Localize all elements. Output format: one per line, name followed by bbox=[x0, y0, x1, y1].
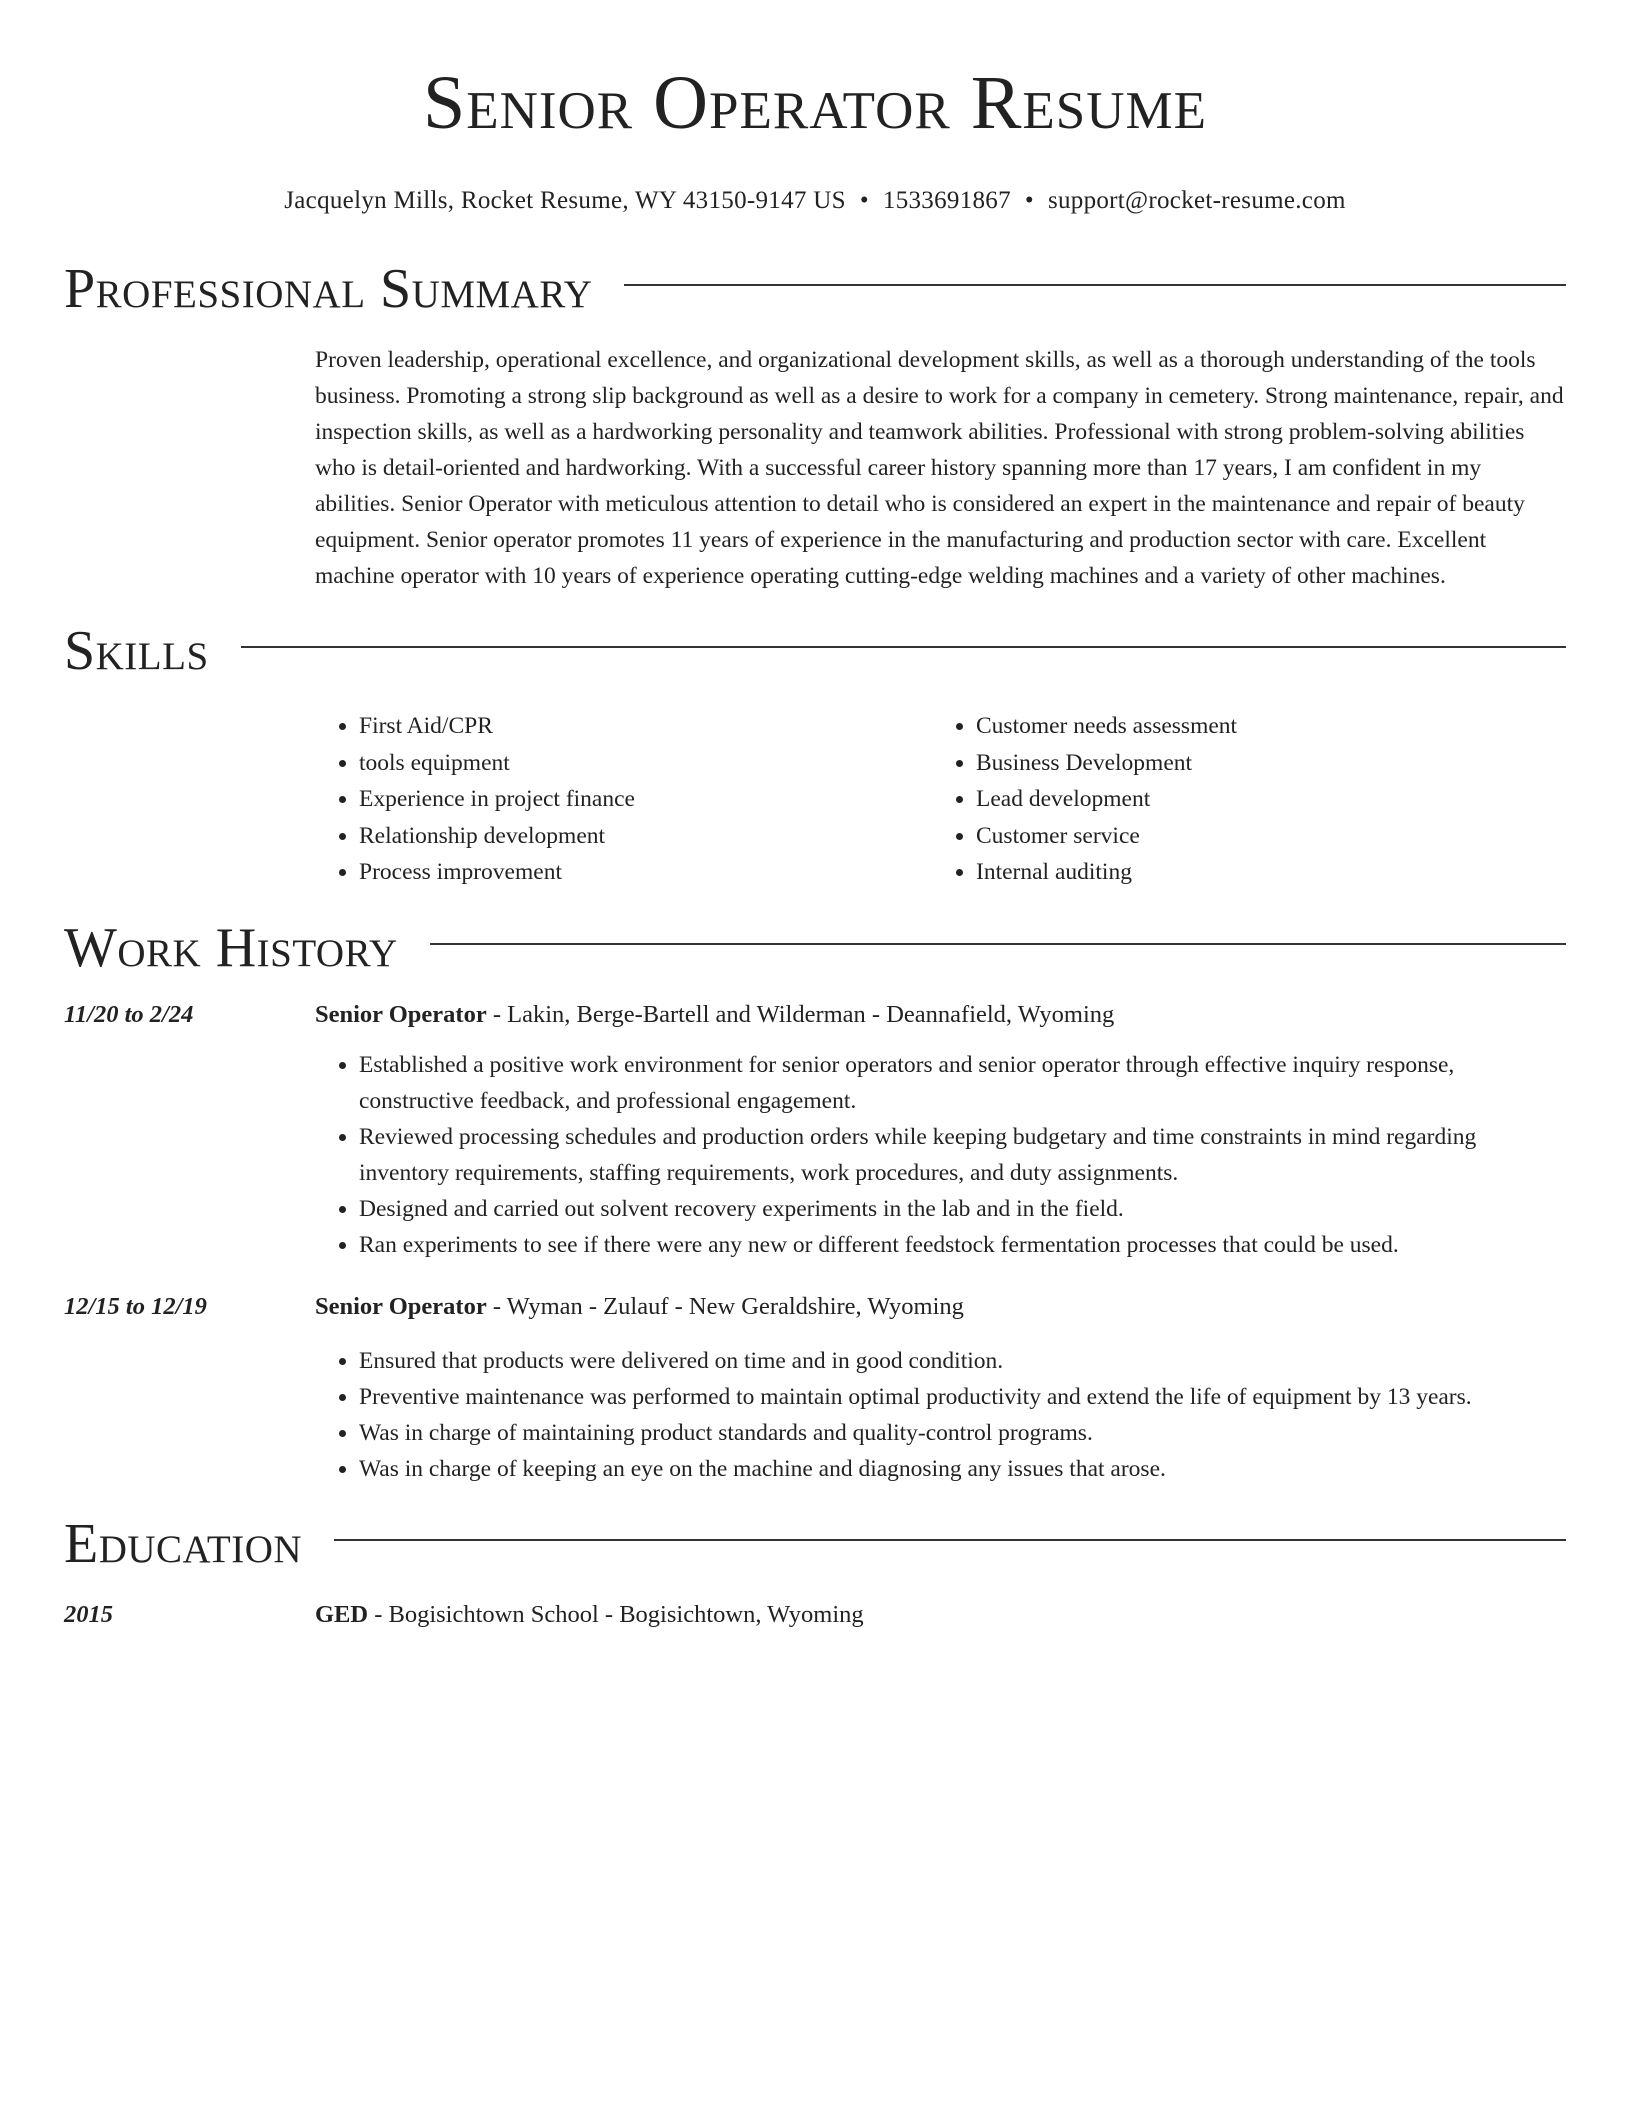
skill-item: • Relationship development bbox=[359, 818, 932, 855]
section-header bbox=[64, 917, 1566, 979]
job-bullet: • Reviewed processing schedules and production orders while keeping budgetary and time constraints in mind regarding inventory requirements, staffing requirements, work procedures, and duty assignments. bbox=[359, 1119, 1566, 1191]
education-line bbox=[315, 1597, 864, 1633]
skill-item: • Customer service bbox=[976, 818, 1549, 855]
job-title: Senior Operator bbox=[315, 1000, 487, 1028]
education-section bbox=[64, 1513, 1566, 1633]
job-employer: - Lakin, Berge-Bartell and Wilderman - Deannafield, Wyoming bbox=[486, 1000, 1115, 1028]
professional-summary-section bbox=[64, 258, 1566, 594]
section-heading: Work History bbox=[64, 916, 398, 979]
skill-item: • Internal auditing bbox=[976, 854, 1549, 891]
job-bullet: • Preventive maintenance was performed to maintain optimal productivity and extend the life of equipment by 13 years. bbox=[359, 1379, 1566, 1415]
section-divider bbox=[334, 1539, 1566, 1541]
job-header bbox=[64, 1289, 1566, 1325]
resume-title: Senior Operator Resume bbox=[422, 61, 1208, 145]
education-entry bbox=[64, 1597, 1566, 1633]
section-divider bbox=[241, 646, 1566, 648]
job-title-line bbox=[315, 1289, 964, 1325]
section-header bbox=[64, 258, 1566, 320]
education-degree: GED bbox=[315, 1600, 369, 1628]
skill-item: • Lead development bbox=[976, 781, 1549, 818]
job-bullets bbox=[315, 1047, 1566, 1263]
job-entry bbox=[64, 997, 1566, 1263]
section-heading: Education bbox=[64, 1512, 303, 1575]
job-title-line bbox=[315, 997, 1114, 1033]
job-bullet: • Was in charge of keeping an eye on the machine and diagnosing any issues that arose. bbox=[359, 1451, 1566, 1487]
skills-list bbox=[315, 708, 1566, 891]
skill-item: • First Aid/CPR bbox=[359, 708, 932, 745]
work-history-section bbox=[64, 917, 1566, 1487]
skill-item: • tools equipment bbox=[359, 745, 932, 782]
section-divider bbox=[430, 943, 1566, 945]
job-bullets bbox=[315, 1343, 1566, 1487]
section-header bbox=[64, 1513, 1566, 1575]
job-employer: - Wyman - Zulauf - New Geraldshire, Wyoming bbox=[486, 1292, 964, 1320]
job-bullet: • Was in charge of maintaining product standards and quality-control programs. bbox=[359, 1415, 1566, 1451]
contact-email: support@rocket-resume.com bbox=[1047, 187, 1346, 214]
skill-item: • Customer needs assessment bbox=[976, 708, 1549, 745]
job-dates: 11/20 to 2/24 bbox=[64, 1000, 194, 1028]
job-bullet: • Ensured that products were delivered on time and in good condition. bbox=[359, 1343, 1566, 1379]
contact-address: Jacquelyn Mills, Rocket Resume, WY 43150-9147 US bbox=[284, 187, 846, 214]
job-title: Senior Operator bbox=[315, 1292, 487, 1320]
section-divider bbox=[624, 284, 1566, 286]
contact-phone: 1533691867 bbox=[882, 187, 1011, 214]
skills-section bbox=[64, 620, 1566, 891]
skill-item: • Business Development bbox=[976, 745, 1549, 782]
contact-line bbox=[64, 186, 1566, 216]
section-heading: Professional Summary bbox=[64, 258, 593, 320]
section-heading: Skills bbox=[64, 620, 209, 682]
job-bullet: • Designed and carried out solvent recovery experiments in the lab and in the field. bbox=[359, 1191, 1566, 1227]
education-year: 2015 bbox=[64, 1600, 113, 1628]
education-header bbox=[64, 1597, 1566, 1633]
contact-separator: • bbox=[859, 187, 869, 214]
job-dates: 12/15 to 12/19 bbox=[64, 1292, 207, 1320]
contact-separator: • bbox=[1024, 187, 1034, 214]
job-entry bbox=[64, 1289, 1566, 1487]
section-header bbox=[64, 620, 1566, 682]
job-bullet: • Ran experiments to see if there were any new or different feedstock fermentation processes that could be used. bbox=[359, 1227, 1566, 1263]
skill-item: • Process improvement bbox=[359, 854, 932, 891]
skills-column-left bbox=[315, 708, 932, 891]
summary-text: Proven leadership, operational excellence, and organizational development skills, as well as a thorough understanding of the tools business. Promoting a strong slip background as well as a desire to work for a company in cemetery. Strong maintenance, repair, and inspection skills, as well as a hardworking personality and teamwork abilities. Professional with strong problem-solving abilities who is detail-oriented and hardworking. With a successful career history spanning more than 17 years, I am confident in my abilities. Senior Operator with meticulous attention to detail who is considered an expert in the maintenance and repair of beauty equipment. Senior operator promotes 11 years of experience in the manufacturing and production sector with care. Excellent machine operator with 10 years of experience operating cutting-edge welding machines and a variety of other machines. bbox=[315, 347, 1564, 589]
job-bullet: • Established a positive work environment for senior operators and senior operator through effective inquiry response, constructive feedback, and professional engagement. bbox=[359, 1047, 1566, 1119]
skill-item: • Experience in project finance bbox=[359, 781, 932, 818]
skills-column-right bbox=[932, 708, 1549, 891]
education-school: - Bogisichtown School - Bogisichtown, Wyoming bbox=[368, 1600, 864, 1628]
job-header bbox=[64, 997, 1566, 1033]
